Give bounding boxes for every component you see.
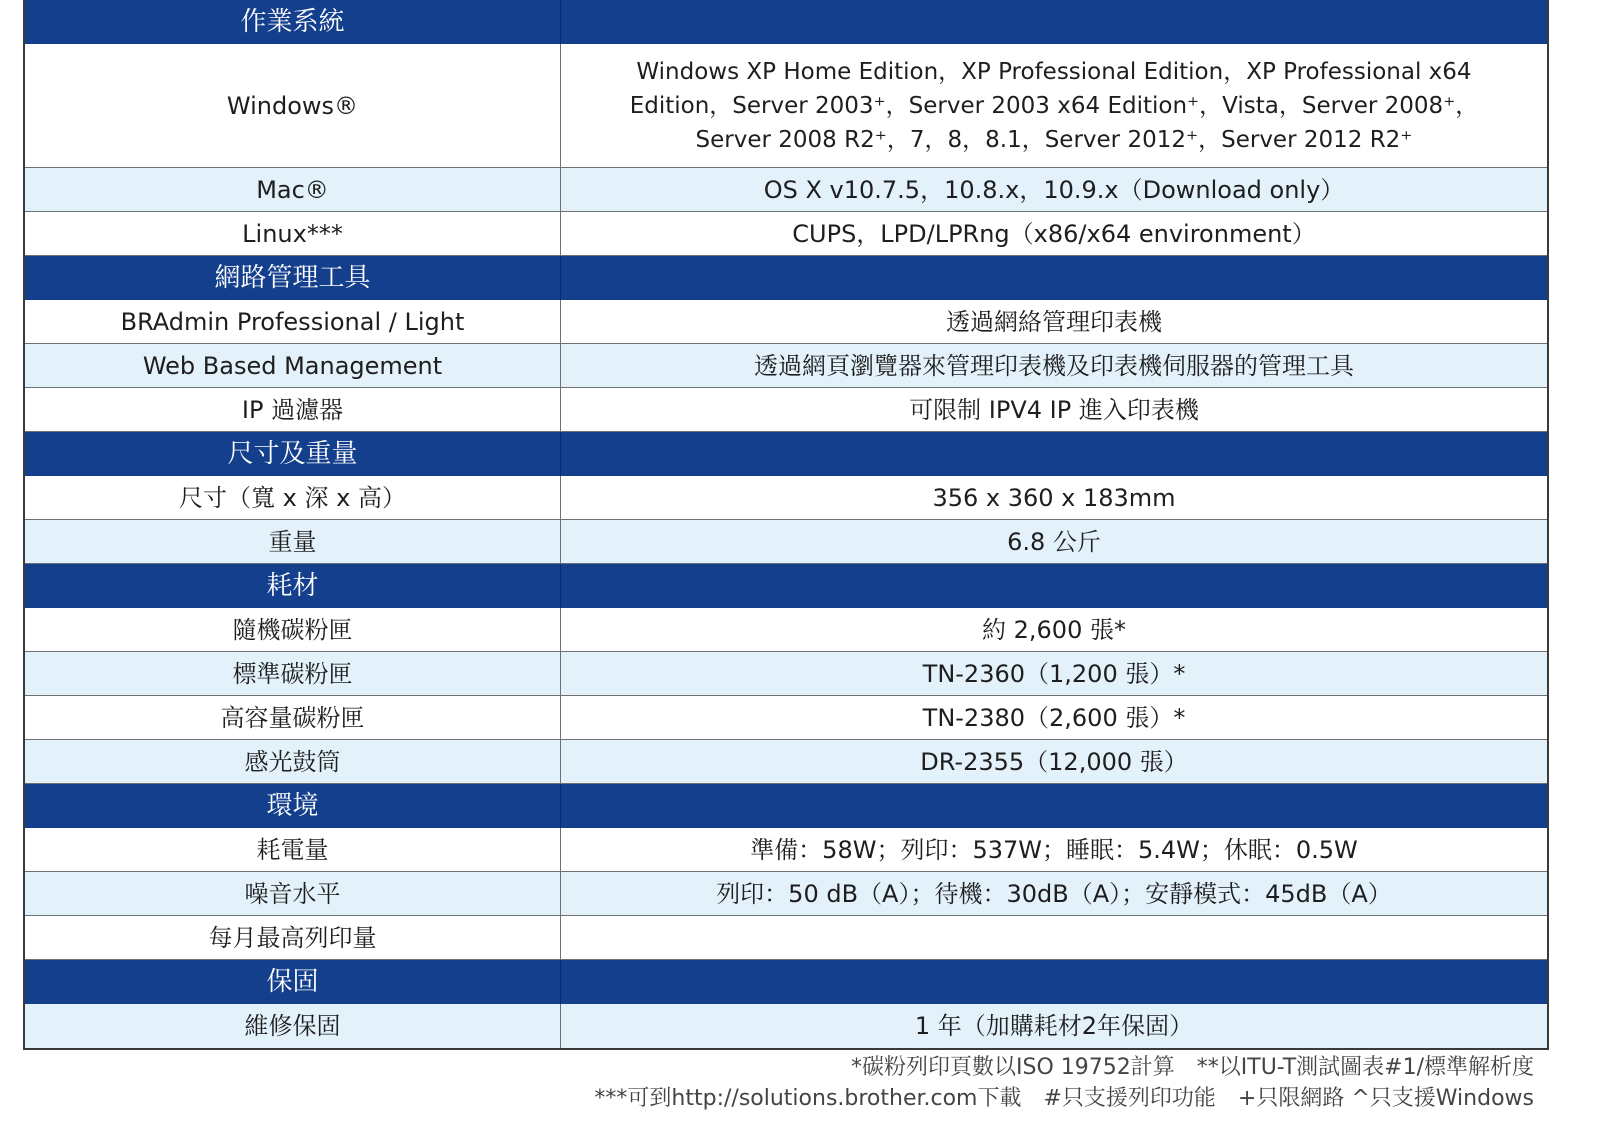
- row-value: 透過網頁瀏覽器來管理印表機及印表機伺服器的管理工具: [754, 351, 1354, 380]
- section-header-blank: [561, 256, 1547, 300]
- row-label: 尺寸（寬 x 深 x 高）: [25, 476, 561, 519]
- footnote-line: ***可到http://solutions.brother.com下載 #只支援列印功能 +只限網路 ^只支援Windows: [594, 1086, 1534, 1111]
- row-label: 維修保固: [25, 1004, 561, 1048]
- table-row: [25, 916, 1547, 960]
- row-label: Mac®: [25, 168, 561, 211]
- table-row: [25, 828, 1547, 872]
- table-row: [25, 168, 1547, 212]
- row-label: 每月最高列印量: [25, 916, 561, 959]
- row-label: 感光鼓筒: [25, 740, 561, 783]
- table-row: [25, 872, 1547, 916]
- table-row: [25, 652, 1547, 696]
- table-row: [25, 388, 1547, 432]
- row-value: [561, 916, 1547, 959]
- row-value: 約 2,600 張*: [982, 615, 1126, 644]
- row-value: TN-2360（1,200 張）*: [922, 659, 1186, 688]
- footnote-line: *碳粉列印頁數以ISO 19752計算 **以ITU-T測試圖表#1/標準解析度: [851, 1055, 1534, 1080]
- row-label: IP 過濾器: [25, 388, 561, 431]
- row-value: 列印：50 dB（A）；待機：30dB（A）；安靜模式：45dB（A）: [716, 879, 1392, 908]
- row-label: BRAdmin Professional / Light: [25, 300, 561, 343]
- section-header-os: [25, 0, 1547, 44]
- section-header-blank: [561, 0, 1547, 44]
- table-row: [25, 344, 1547, 388]
- row-value: DR-2355（12,000 張）: [920, 747, 1188, 776]
- row-value: TN-2380（2,600 張）*: [922, 703, 1186, 732]
- table-row: [25, 44, 1547, 168]
- row-label: 高容量碳粉匣: [25, 696, 561, 739]
- section-title: 保固: [25, 960, 561, 1004]
- spec-table: [23, 0, 1549, 1050]
- table-row: [25, 476, 1547, 520]
- section-header-size: [25, 432, 1547, 476]
- row-label: Web Based Management: [25, 344, 561, 387]
- section-title: 耗材: [25, 564, 561, 608]
- row-label: 隨機碳粉匣: [25, 608, 561, 651]
- section-title: 作業系統: [25, 0, 561, 44]
- row-value: 透過網絡管理印表機: [946, 307, 1162, 336]
- row-label: 噪音水平: [25, 872, 561, 915]
- row-value: 可限制 IPV4 IP 進入印表機: [909, 395, 1199, 424]
- section-header-blank: [561, 432, 1547, 476]
- section-title: 尺寸及重量: [25, 432, 561, 476]
- row-value: 1 年（加購耗材2年保固）: [914, 1012, 1194, 1040]
- table-row: [25, 608, 1547, 652]
- row-value: CUPS，LPD/LPRng（x86/x64 environment）: [792, 219, 1316, 248]
- row-value: Windows XP Home Edition，XP Professional Edition，XP Professional x64 Edition，Server 2003⁺，Server 2003 x64 Edition⁺，Vista，Server 2008⁺，Server 2008 R2⁺，7，8，8.1，Server 2012⁺，Server 2012 R2⁺: [629, 58, 1479, 153]
- row-value: 準備：58W；列印：537W；睡眠：5.4W；休眠：0.5W: [750, 835, 1358, 864]
- row-value: 6.8 公斤: [1007, 527, 1101, 556]
- section-header-consumables: [25, 564, 1547, 608]
- section-header-network: [25, 256, 1547, 300]
- section-title: 環境: [25, 784, 561, 828]
- section-header-blank: [561, 564, 1547, 608]
- table-row: [25, 212, 1547, 256]
- section-header-environment: [25, 784, 1547, 828]
- table-row: [25, 740, 1547, 784]
- row-label: Windows®: [25, 44, 561, 167]
- section-title: 網路管理工具: [25, 256, 561, 300]
- row-value: 356 x 360 x 183mm: [932, 483, 1176, 512]
- row-label: 標準碳粉匣: [25, 652, 561, 695]
- table-row: [25, 520, 1547, 564]
- table-row: [25, 300, 1547, 344]
- table-row: [25, 1004, 1547, 1048]
- row-label: 耗電量: [25, 828, 561, 871]
- row-label: 重量: [25, 520, 561, 563]
- footnotes: [594, 1052, 1534, 1114]
- section-header-warranty: [25, 960, 1547, 1004]
- table-row: [25, 696, 1547, 740]
- row-label: Linux***: [25, 212, 561, 255]
- row-value: OS X v10.7.5，10.8.x，10.9.x（Download only）: [763, 175, 1345, 204]
- section-header-blank: [561, 784, 1547, 828]
- section-header-blank: [561, 960, 1547, 1004]
